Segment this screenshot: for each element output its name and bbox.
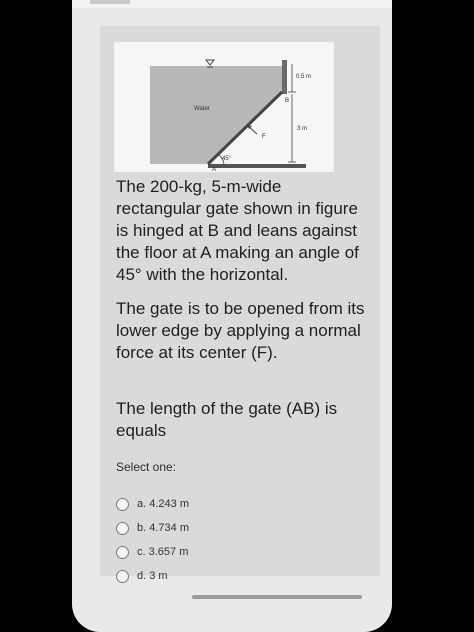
water-surface-symbol — [206, 60, 214, 65]
top-bar — [72, 0, 392, 8]
question-card — [100, 26, 380, 582]
phone-screen — [72, 0, 392, 632]
force-label: F — [262, 134, 266, 140]
dim-05m-label: 0.5 m — [296, 74, 312, 80]
water-region — [150, 66, 282, 164]
point-b-label: B — [285, 98, 290, 104]
question-text — [116, 176, 366, 454]
option-label: c. 3.657 m — [137, 546, 189, 558]
radio-icon[interactable] — [116, 570, 129, 583]
option-a[interactable] — [116, 492, 189, 516]
answer-options — [116, 492, 189, 588]
gate-diagram-svg — [114, 42, 334, 172]
question-paragraph-1: The 200-kg, 5-m-wide rectangular gate shown in figure is hinged at B and leans against the floor at A making an angle of 45° with the horizontal. — [116, 177, 359, 284]
home-indicator[interactable] — [192, 595, 362, 599]
radio-icon[interactable] — [116, 522, 129, 535]
option-c[interactable] — [116, 540, 189, 564]
question-paragraph-2: The gate is to be opened from its lower edge by applying a normal force at its center (F). — [116, 299, 365, 362]
water-label: Water — [194, 106, 210, 112]
angle-label: 45° — [222, 156, 232, 162]
wall — [282, 60, 287, 94]
select-one-label: Select one: — [116, 460, 177, 474]
option-b[interactable] — [116, 516, 189, 540]
option-label: d. 3 m — [137, 570, 168, 582]
dim-3m-label: 3 m — [297, 126, 308, 132]
gate-diagram — [114, 42, 334, 172]
radio-icon[interactable] — [116, 546, 129, 559]
option-d[interactable] — [116, 564, 189, 588]
top-tab-indicator — [90, 0, 130, 4]
ground — [208, 164, 306, 168]
question-paragraph-3: The length of the gate (AB) is equals — [116, 399, 338, 440]
option-label: a. 4.243 m — [137, 498, 189, 510]
radio-icon[interactable] — [116, 498, 129, 511]
point-a-label: A — [212, 167, 217, 172]
option-label: b. 4.734 m — [137, 522, 189, 534]
